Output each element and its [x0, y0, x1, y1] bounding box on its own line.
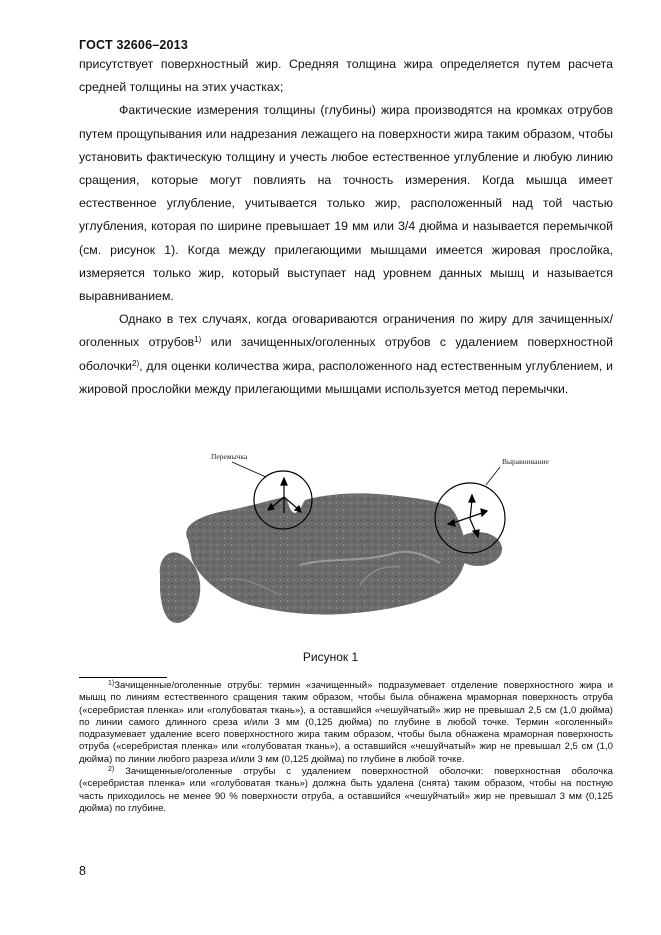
footnote-ref-2[interactable]: 2): [132, 358, 140, 368]
figure-caption: Рисунок 1: [302, 650, 359, 664]
page-number: 8: [79, 864, 86, 878]
meat-cut-illustration: [160, 445, 549, 635]
footnote-1: [79, 680, 613, 766]
footnote-2: [79, 766, 613, 815]
footnote-2-text: Зачищенные/оголенные отрубы с удалением поверхностной оболочки: поверхностная оболочка («серебристая пленка» или «голубоватая ткань») должна быть удалена (снята) таким образом, чтобы на постную часть приходилось не менее 90 % поверхности отруба, а оставшийся «чешуйчатый» жир не превышал 3 мм (0,125 дюйма) по глубине.: [79, 766, 613, 814]
paragraph-2: Фактические измерения толщины (глубины) жира производятся на кромках отрубов путем прощупывания или надрезания лежащего на поверхности жира таким образом, чтобы установить фактическую толщину и учесть любое естественное углубление и любую линию сращения, которые могут повлиять на точность измерения. Когда мышца имеет естественное углубление, учитывается только жир, расположенный над той частью углубления, которая по ширине превышает 19 мм или 3/4 дюйма и называется перемычкой (см. рисунок 1). Когда между прилегающими мышцами имеется жировая прослойка, измеряется только жир, который выступает над уровнем данных мышц и называется выравниванием.: [79, 103, 613, 304]
label-leader-right: [486, 467, 500, 485]
paragraph-3-part-c: , для оценки количества жира, расположенного над естественным углублением, и жировой прослойки между прилегающими мышцами используется метод перемычки.: [79, 358, 613, 396]
main-muscle-shape: [186, 493, 466, 614]
paragraph-3-part-a: Однако в тех случаях, когда оговариваются ограничения по жиру для зачищенных/оголенных отрубов: [79, 312, 613, 350]
footnote-ref-1[interactable]: 1): [194, 335, 202, 345]
footnote-divider: [79, 677, 167, 678]
footnotes: [79, 680, 613, 815]
label-bridge: Перемычка: [211, 452, 248, 461]
footnote-2-mark: 2): [108, 766, 115, 774]
body-text: [79, 53, 613, 401]
paragraph-1: присутствует поверхностный жир. Средняя толщина жира определяется путем расчета средней толщины на этих участках;: [79, 57, 613, 95]
bridge-arrows: [268, 478, 301, 513]
paragraph-3: [79, 308, 613, 401]
label-leader-left: [232, 462, 266, 477]
figure-1: [160, 445, 549, 635]
footnote-1-text: Зачищенные/оголенные отрубы: термин «зачищенный» подразумевает отделение поверхностного жира и мышц по линиям естественного сращения таким образом, чтобы была обнажена мраморная поверхность отруба («серебристая пленка» или «голубоватая ткань»), а оставшийся «чешуйчатый» жир не превышал 2,5 см (1,0 дюйма) по линии самого длинного среза и/или 3 мм (0,125 дюйма) по глубине в любой точке. Термин «оголенный» подразумевает удаление всего поверхностного жира таким образом, чтобы была обнажена мраморная поверхность отруба («серебристая пленка» или «голубоватая ткань»), а оставшийся «чешуйчатый» жир не превышал 2,5 см (1,0 дюйма) по линии любого разреза и/или 3 мм (0,125 дюйма) по глубине в любой точке.: [79, 680, 613, 765]
footnote-1-mark: 1): [108, 680, 115, 687]
paragraph-3-part-b: или зачищенных/оголенных отрубов с удалением поверхностной оболочки: [79, 335, 613, 373]
document-header: ГОСТ 32606–2013: [79, 38, 188, 52]
label-leveling: Выравнивание: [502, 457, 549, 466]
